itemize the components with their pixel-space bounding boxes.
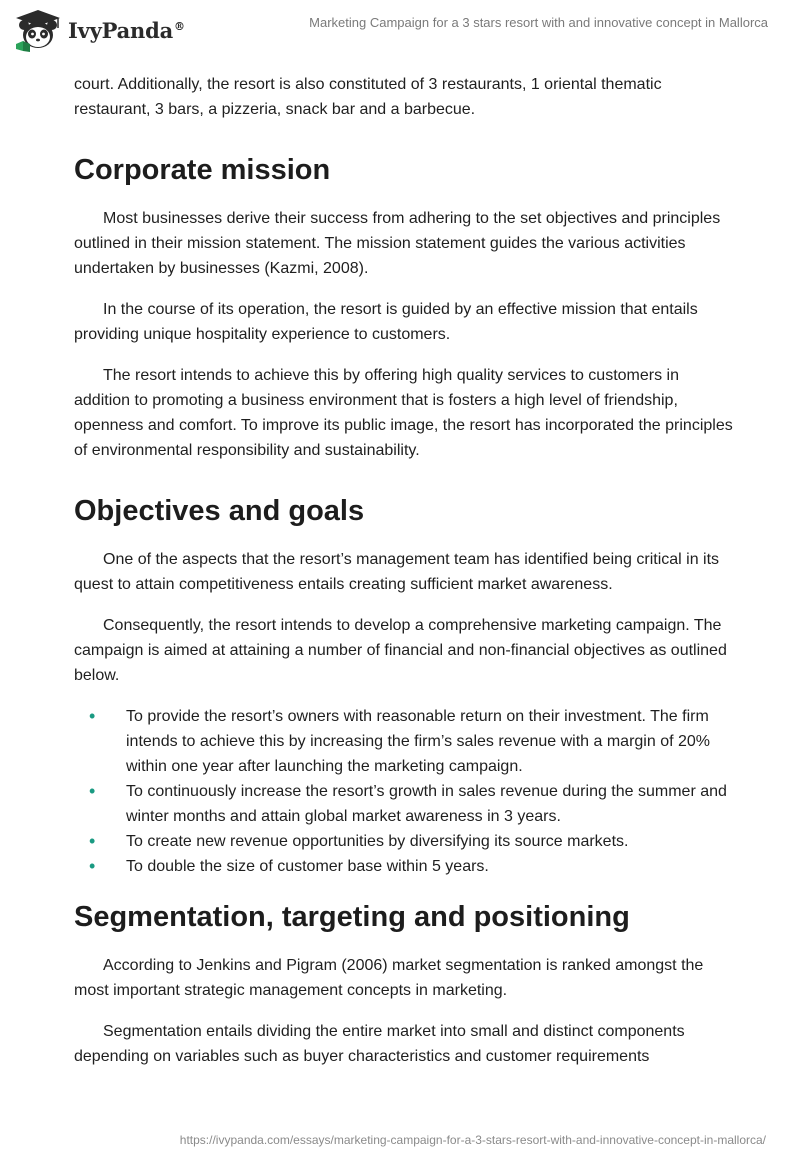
bullet-icon: • xyxy=(89,781,96,801)
paragraph: Consequently, the resort intends to develop a comprehensive marketing campaign. The campaign is aimed at attaining a number of financial and non-financial objectives as outlined below. xyxy=(74,617,727,684)
paragraph: court. Additionally, the resort is also constituted of 3 restaurants, 1 oriental thematic restaurant, 3 bars, a pizzeria, snack bar and a barbecue. xyxy=(74,76,662,118)
list-item: • To continuously increase the resort’s growth in sales revenue during the summer and winter months and attain global market awareness in 3 years. xyxy=(89,781,727,825)
bullet-icon: • xyxy=(89,856,96,876)
list-item: • To create new revenue opportunities by diversifying its source markets. xyxy=(74,829,734,854)
paragraph: One of the aspects that the resort’s management team has identified being critical in its quest to attain competitiveness entails creating sufficient market awareness. xyxy=(74,551,720,593)
heading-corporate-mission: Corporate mission xyxy=(74,154,331,186)
heading-segmentation: Segmentation, targeting and positioning xyxy=(74,901,630,933)
panda-graduate-icon xyxy=(14,8,62,52)
paragraph: The resort intends to achieve this by offering high quality services to customers in addition to promoting a business environment that is fosters a high level of friendship, openness and comfort. To improve its public image, the resort has incorporated the principles of environmental responsibility and sustainability. xyxy=(74,367,733,459)
list-item: • To provide the resort’s owners with reasonable return on their investment. The firm intends to achieve this by increasing the firm’s sales revenue with a margin of 20% within one year after launching the marketing campaign. xyxy=(89,706,711,775)
page-header xyxy=(0,0,800,60)
brand-name: IvyPanda® xyxy=(68,17,185,43)
heading-objectives-goals: Objectives and goals xyxy=(74,495,365,527)
paragraph: In the course of its operation, the resort is guided by an effective mission that entails providing unique hospitality experience to customers. xyxy=(74,301,698,343)
source-url[interactable]: https://ivypanda.com/essays/marketing-campaign-for-a-3-stars-resort-with-and-innovative-concept-in-mallorca/ xyxy=(179,1133,766,1147)
paragraph: Most businesses derive their success from adhering to the set objectives and principles outlined in their mission statement. The mission statement guides the various activities undertaken by businesses (Kazmi, 2008). xyxy=(74,210,721,277)
ivypanda-logo[interactable] xyxy=(14,8,185,52)
document-title: Marketing Campaign for a 3 stars resort with and innovative concept in Mallorca xyxy=(309,15,768,30)
bullet-icon: • xyxy=(89,831,96,851)
essay-content xyxy=(74,72,734,1069)
paragraph: According to Jenkins and Pigram (2006) market segmentation is ranked amongst the most important strategic management concepts in marketing. xyxy=(74,957,704,999)
bullet-icon: • xyxy=(89,706,96,726)
list-item: • To double the size of customer base within 5 years. xyxy=(74,854,734,879)
paragraph: Segmentation entails dividing the entire market into small and distinct components depending on variables such as buyer characteristics and customer requirements xyxy=(74,1023,685,1065)
objectives-list xyxy=(74,704,734,879)
